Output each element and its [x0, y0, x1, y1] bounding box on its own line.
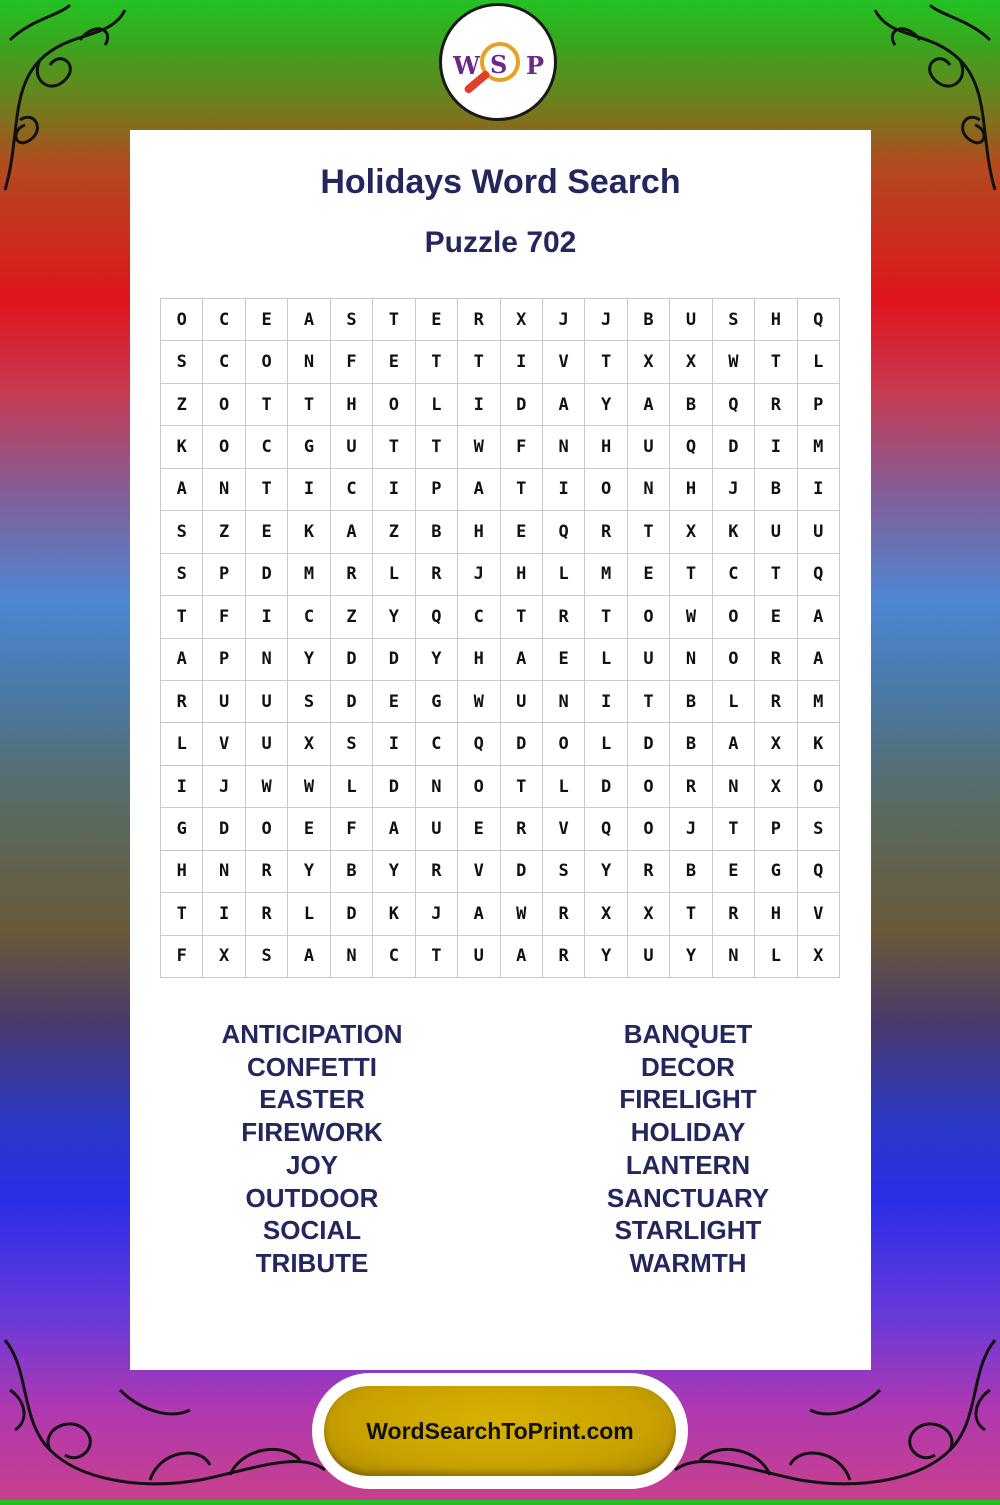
wsp-logo[interactable] [439, 3, 557, 121]
grid-cell[interactable]: Z [373, 511, 415, 553]
grid-cell[interactable]: O [628, 596, 670, 638]
grid-cell[interactable]: Q [670, 426, 712, 468]
grid-cell[interactable]: X [670, 511, 712, 553]
grid-cell[interactable]: I [798, 469, 840, 511]
site-badge [312, 1373, 688, 1489]
grid-cell[interactable]: Q [798, 299, 840, 341]
site-link-text: WordSearchToPrint.com [366, 1417, 634, 1444]
grid-cell[interactable]: D [331, 681, 373, 723]
grid-cell[interactable]: R [246, 851, 288, 893]
word-list-left [152, 1018, 472, 1280]
grid-cell[interactable]: S [161, 554, 203, 596]
grid-cell[interactable]: N [628, 469, 670, 511]
grid-cell[interactable]: I [288, 469, 330, 511]
grid-cell[interactable]: N [543, 681, 585, 723]
grid-cell[interactable]: E [755, 596, 797, 638]
grid-cell[interactable]: F [161, 936, 203, 978]
grid-cell[interactable]: J [458, 554, 500, 596]
grid-cell[interactable]: E [416, 299, 458, 341]
grid-cell[interactable]: C [373, 936, 415, 978]
grid-cell[interactable]: K [373, 893, 415, 935]
grid-cell[interactable]: H [501, 554, 543, 596]
grid-cell[interactable]: I [543, 469, 585, 511]
grid-cell[interactable]: Y [373, 851, 415, 893]
grid-cell[interactable]: Z [331, 596, 373, 638]
grid-cell[interactable]: L [331, 766, 373, 808]
grid-cell[interactable]: T [458, 341, 500, 383]
grid-cell[interactable]: W [670, 596, 712, 638]
grid-cell[interactable]: W [458, 426, 500, 468]
grid-cell[interactable]: J [543, 299, 585, 341]
grid-cell[interactable]: P [798, 384, 840, 426]
grid-cell[interactable]: O [628, 808, 670, 850]
grid-cell[interactable]: D [713, 426, 755, 468]
grid-cell[interactable]: V [798, 893, 840, 935]
grid-cell[interactable]: T [670, 893, 712, 935]
grid-cell[interactable]: U [628, 426, 670, 468]
grid-cell[interactable]: E [288, 808, 330, 850]
grid-cell[interactable]: F [331, 341, 373, 383]
grid-cell[interactable]: X [288, 723, 330, 765]
grid-cell[interactable]: O [246, 808, 288, 850]
grid-cell[interactable]: N [203, 851, 245, 893]
word-list-item: SOCIAL [262, 1215, 362, 1246]
grid-cell[interactable]: N [670, 639, 712, 681]
word-list-item: FIREWORK [241, 1117, 383, 1148]
word-list-item: LANTERN [625, 1149, 751, 1180]
grid-cell[interactable]: X [501, 299, 543, 341]
grid-cell[interactable]: U [331, 426, 373, 468]
grid-cell[interactable]: T [713, 808, 755, 850]
grid-cell[interactable]: B [670, 723, 712, 765]
grid-cell[interactable]: W [246, 766, 288, 808]
grid-cell[interactable]: U [458, 936, 500, 978]
grid-cell[interactable]: X [628, 341, 670, 383]
grid-cell[interactable]: Q [798, 554, 840, 596]
grid-cell[interactable]: K [288, 511, 330, 553]
grid-cell[interactable]: D [246, 554, 288, 596]
grid-cell[interactable]: A [713, 723, 755, 765]
grid-cell[interactable]: B [416, 511, 458, 553]
grid-cell[interactable]: U [755, 511, 797, 553]
grid-cell[interactable]: T [246, 469, 288, 511]
grid-cell[interactable]: J [670, 808, 712, 850]
corner-ornament-top-right [865, 0, 1000, 200]
grid-cell[interactable]: E [246, 299, 288, 341]
grid-cell[interactable]: D [585, 766, 627, 808]
grid-cell[interactable]: C [458, 596, 500, 638]
grid-cell[interactable]: D [331, 639, 373, 681]
grid-cell[interactable]: O [628, 766, 670, 808]
grid-cell[interactable]: L [373, 554, 415, 596]
grid-cell[interactable]: E [373, 341, 415, 383]
grid-cell[interactable]: E [501, 511, 543, 553]
grid-cell[interactable]: D [203, 808, 245, 850]
grid-cell[interactable]: I [755, 426, 797, 468]
grid-cell[interactable]: T [628, 511, 670, 553]
grid-cell[interactable]: F [203, 596, 245, 638]
grid-cell[interactable]: R [543, 596, 585, 638]
grid-cell[interactable]: Q [458, 723, 500, 765]
grid-cell[interactable]: T [416, 936, 458, 978]
page-title: Holidays Word Search [320, 163, 681, 201]
grid-cell[interactable]: U [416, 808, 458, 850]
grid-cell[interactable]: L [798, 341, 840, 383]
grid-cell[interactable]: A [543, 384, 585, 426]
grid-cell[interactable]: D [501, 723, 543, 765]
grid-cell[interactable]: M [798, 426, 840, 468]
grid-cell[interactable]: W [458, 681, 500, 723]
logo-letter-p: P [526, 51, 545, 80]
grid-cell[interactable]: U [628, 936, 670, 978]
grid-cell[interactable]: L [713, 681, 755, 723]
grid-cell[interactable]: H [755, 893, 797, 935]
grid-cell[interactable]: Y [373, 596, 415, 638]
grid-cell[interactable]: C [288, 596, 330, 638]
grid-cell[interactable]: H [670, 469, 712, 511]
grid-cell[interactable]: N [246, 639, 288, 681]
grid-cell[interactable]: S [161, 511, 203, 553]
grid-cell[interactable]: M [585, 554, 627, 596]
grid-cell[interactable]: R [543, 936, 585, 978]
grid-cell[interactable]: I [585, 681, 627, 723]
grid-cell[interactable]: Y [416, 639, 458, 681]
grid-cell[interactable]: A [331, 511, 373, 553]
grid-cell[interactable]: B [755, 469, 797, 511]
grid-cell[interactable]: Y [585, 384, 627, 426]
grid-cell[interactable]: Q [798, 851, 840, 893]
grid-cell[interactable]: A [458, 469, 500, 511]
grid-cell[interactable]: O [798, 766, 840, 808]
grid-cell[interactable]: Y [585, 936, 627, 978]
grid-cell[interactable]: T [161, 893, 203, 935]
grid-cell[interactable]: L [543, 554, 585, 596]
grid-cell[interactable]: R [416, 851, 458, 893]
grid-cell[interactable]: P [203, 639, 245, 681]
grid-cell[interactable]: C [246, 426, 288, 468]
grid-cell[interactable]: P [416, 469, 458, 511]
word-list-item: CONFETTI [247, 1051, 377, 1082]
grid-cell[interactable]: L [288, 893, 330, 935]
word-list-item: FIRELIGHT [619, 1084, 757, 1115]
word-list-item: JOY [285, 1149, 339, 1180]
grid-cell[interactable]: I [203, 893, 245, 935]
grid-cell[interactable]: U [628, 639, 670, 681]
grid-cell[interactable]: S [331, 723, 373, 765]
grid-cell[interactable]: I [458, 384, 500, 426]
grid-cell[interactable]: O [543, 723, 585, 765]
grid-cell[interactable]: X [755, 766, 797, 808]
word-list-item: TRIBUTE [255, 1247, 369, 1278]
grid-cell[interactable]: A [798, 639, 840, 681]
grid-cell[interactable]: V [458, 851, 500, 893]
word-list-item: DECOR [641, 1051, 735, 1082]
grid-cell[interactable]: G [161, 808, 203, 850]
grid-cell[interactable]: J [713, 469, 755, 511]
grid-cell[interactable]: H [331, 384, 373, 426]
grid-cell[interactable]: S [798, 808, 840, 850]
grid-cell[interactable]: N [713, 936, 755, 978]
grid-cell[interactable]: A [288, 936, 330, 978]
grid-cell[interactable]: H [755, 299, 797, 341]
grid-cell[interactable]: P [755, 808, 797, 850]
word-list-item: WARMTH [629, 1247, 747, 1278]
grid-cell[interactable]: T [416, 426, 458, 468]
grid-cell[interactable]: D [501, 384, 543, 426]
grid-cell[interactable]: U [246, 723, 288, 765]
grid-cell[interactable]: X [755, 723, 797, 765]
grid-cell[interactable]: W [501, 893, 543, 935]
grid-cell[interactable]: T [585, 341, 627, 383]
grid-cell[interactable]: J [203, 766, 245, 808]
grid-cell[interactable]: S [331, 299, 373, 341]
grid-cell[interactable]: O [373, 384, 415, 426]
grid-cell[interactable]: U [246, 681, 288, 723]
grid-cell[interactable]: T [416, 341, 458, 383]
grid-cell[interactable]: U [501, 681, 543, 723]
grid-cell[interactable]: D [628, 723, 670, 765]
logo-letter-s: S [490, 50, 508, 79]
grid-cell[interactable]: G [755, 851, 797, 893]
grid-cell[interactable]: D [373, 766, 415, 808]
grid-cell[interactable]: C [331, 469, 373, 511]
word-list-item: SANCTUARY [606, 1182, 770, 1213]
word-list-right [528, 1018, 848, 1280]
grid-cell[interactable]: Y [288, 639, 330, 681]
grid-cell[interactable]: R [458, 299, 500, 341]
grid-cell[interactable]: Y [288, 851, 330, 893]
grid-cell[interactable]: Q [713, 384, 755, 426]
grid-cell[interactable]: U [798, 511, 840, 553]
grid-cell[interactable]: N [543, 426, 585, 468]
word-list-item: EASTER [259, 1084, 365, 1115]
grid-cell[interactable]: L [585, 723, 627, 765]
grid-cell[interactable]: R [246, 893, 288, 935]
grid-cell[interactable]: Y [670, 936, 712, 978]
grid-cell[interactable]: A [458, 893, 500, 935]
grid-cell[interactable]: O [713, 639, 755, 681]
word-list-item: HOLIDAY [630, 1117, 746, 1148]
grid-cell[interactable]: D [373, 639, 415, 681]
grid-cell[interactable]: I [373, 469, 415, 511]
grid-cell[interactable]: A [501, 936, 543, 978]
grid-cell[interactable]: N [713, 766, 755, 808]
grid-cell[interactable]: L [416, 384, 458, 426]
grid-cell[interactable]: A [501, 639, 543, 681]
grid-cell[interactable]: T [670, 554, 712, 596]
grid-cell[interactable]: T [501, 596, 543, 638]
grid-cell[interactable]: S [246, 936, 288, 978]
grid-cell[interactable]: R [755, 639, 797, 681]
grid-cell[interactable]: S [713, 299, 755, 341]
grid-cell[interactable]: Z [203, 511, 245, 553]
grid-cell[interactable]: D [501, 851, 543, 893]
grid-cell[interactable]: E [458, 808, 500, 850]
grid-cell[interactable]: E [628, 554, 670, 596]
grid-cell[interactable]: N [288, 341, 330, 383]
grid-cell[interactable]: H [458, 511, 500, 553]
grid-cell[interactable]: O [713, 596, 755, 638]
grid-cell[interactable]: I [161, 766, 203, 808]
grid-cell[interactable]: T [501, 766, 543, 808]
grid-cell[interactable]: O [161, 299, 203, 341]
grid-cell[interactable]: H [458, 639, 500, 681]
logo-letter-w: W [453, 51, 480, 80]
grid-cell[interactable]: N [203, 469, 245, 511]
grid-cell[interactable]: R [161, 681, 203, 723]
grid-cell[interactable]: Y [585, 851, 627, 893]
grid-cell[interactable]: O [203, 384, 245, 426]
grid-cell[interactable]: R [755, 384, 797, 426]
grid-cell[interactable]: C [713, 554, 755, 596]
grid-cell[interactable]: K [161, 426, 203, 468]
grid-cell[interactable]: L [585, 639, 627, 681]
grid-cell[interactable]: A [798, 596, 840, 638]
grid-cell[interactable]: Q [543, 511, 585, 553]
grid-cell[interactable]: B [670, 851, 712, 893]
grid-cell[interactable]: V [543, 808, 585, 850]
word-list-item: STARLIGHT [614, 1215, 762, 1246]
grid-cell[interactable]: O [585, 469, 627, 511]
grid-cell[interactable]: S [161, 341, 203, 383]
grid-cell[interactable]: A [373, 808, 415, 850]
grid-cell[interactable]: M [798, 681, 840, 723]
grid-cell[interactable]: R [755, 681, 797, 723]
grid-cell[interactable]: R [585, 511, 627, 553]
grid-cell[interactable]: T [755, 341, 797, 383]
grid-cell[interactable]: B [331, 851, 373, 893]
grid-cell[interactable]: K [798, 723, 840, 765]
grid-cell[interactable]: W [288, 766, 330, 808]
grid-cell[interactable]: U [670, 299, 712, 341]
grid-cell[interactable]: B [628, 299, 670, 341]
grid-cell[interactable]: R [331, 554, 373, 596]
grid-cell[interactable]: B [670, 384, 712, 426]
grid-cell[interactable]: E [543, 639, 585, 681]
grid-cell[interactable]: T [161, 596, 203, 638]
grid-cell[interactable]: X [628, 893, 670, 935]
grid-cell[interactable]: S [288, 681, 330, 723]
word-list-item: BANQUET [623, 1019, 753, 1049]
grid-cell[interactable]: R [416, 554, 458, 596]
grid-cell[interactable]: T [501, 469, 543, 511]
grid-cell[interactable]: R [501, 808, 543, 850]
grid-cell[interactable]: A [288, 299, 330, 341]
grid-cell[interactable]: H [161, 851, 203, 893]
grid-cell[interactable]: A [628, 384, 670, 426]
grid-cell[interactable]: V [543, 341, 585, 383]
grid-cell[interactable]: P [203, 554, 245, 596]
grid-cell[interactable]: H [585, 426, 627, 468]
grid-cell[interactable]: O [458, 766, 500, 808]
grid-cell[interactable]: T [585, 596, 627, 638]
grid-cell[interactable]: L [755, 936, 797, 978]
puzzle-number: Puzzle 702 [424, 226, 577, 259]
grid-cell[interactable]: L [543, 766, 585, 808]
grid-cell[interactable]: E [373, 681, 415, 723]
grid-cell[interactable]: J [585, 299, 627, 341]
corner-ornament-top-left [0, 0, 135, 200]
grid-cell[interactable]: X [203, 936, 245, 978]
grid-cell[interactable]: N [416, 766, 458, 808]
grid-cell[interactable]: Z [161, 384, 203, 426]
grid-cell[interactable]: R [670, 766, 712, 808]
grid-cell[interactable]: V [203, 723, 245, 765]
grid-cell[interactable]: X [798, 936, 840, 978]
grid-cell[interactable]: G [416, 681, 458, 723]
word-list-item: OUTDOOR [245, 1182, 379, 1213]
grid-cell[interactable]: A [161, 469, 203, 511]
grid-cell[interactable]: W [713, 341, 755, 383]
grid-cell[interactable]: T [755, 554, 797, 596]
grid-cell[interactable]: C [203, 341, 245, 383]
grid-cell[interactable]: T [373, 426, 415, 468]
grid-cell[interactable]: Q [416, 596, 458, 638]
grid-cell[interactable]: J [416, 893, 458, 935]
grid-cell[interactable]: T [628, 681, 670, 723]
grid-cell[interactable]: U [203, 681, 245, 723]
grid-cell[interactable]: O [203, 426, 245, 468]
grid-cell[interactable]: O [246, 341, 288, 383]
grid-cell[interactable]: X [585, 893, 627, 935]
word-list-item: ANTICIPATION [221, 1019, 403, 1049]
grid-cell[interactable]: E [713, 851, 755, 893]
grid-cell[interactable]: I [501, 341, 543, 383]
grid-cell[interactable]: N [331, 936, 373, 978]
letter-grid [160, 298, 840, 978]
grid-cell[interactable]: B [670, 681, 712, 723]
grid-cell[interactable]: T [246, 384, 288, 426]
grid-cell[interactable]: F [501, 426, 543, 468]
site-button[interactable] [324, 1386, 676, 1476]
grid-cell[interactable]: C [203, 299, 245, 341]
grid-cell[interactable]: L [161, 723, 203, 765]
grid-cell[interactable]: T [288, 384, 330, 426]
grid-cell[interactable]: E [246, 511, 288, 553]
grid-cell[interactable]: I [373, 723, 415, 765]
grid-cell[interactable]: Q [585, 808, 627, 850]
grid-cell[interactable]: G [288, 426, 330, 468]
grid-cell[interactable]: K [713, 511, 755, 553]
grid-cell[interactable]: X [670, 341, 712, 383]
grid-cell[interactable]: R [543, 893, 585, 935]
grid-cell[interactable]: F [331, 808, 373, 850]
grid-cell[interactable]: R [628, 851, 670, 893]
grid-cell[interactable]: T [373, 299, 415, 341]
grid-cell[interactable]: I [246, 596, 288, 638]
grid-cell[interactable]: R [713, 893, 755, 935]
grid-cell[interactable]: A [161, 639, 203, 681]
grid-cell[interactable]: S [543, 851, 585, 893]
grid-cell[interactable]: D [331, 893, 373, 935]
grid-cell[interactable]: C [416, 723, 458, 765]
grid-cell[interactable]: M [288, 554, 330, 596]
